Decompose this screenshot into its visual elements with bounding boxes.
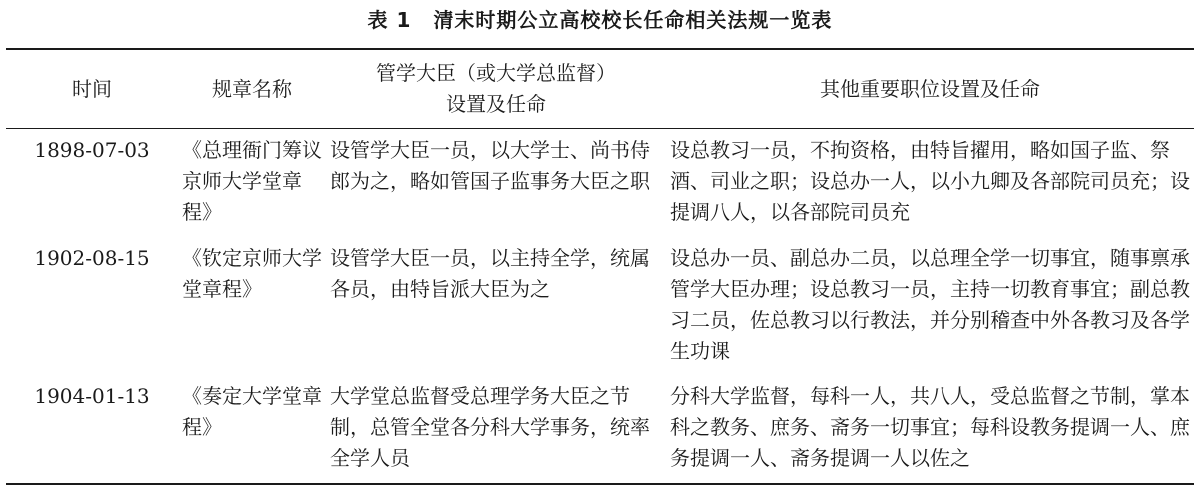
header-other: 其他重要职位设置及任命 <box>820 76 1040 101</box>
header-minister <box>326 49 666 129</box>
cell-other: 分科大学监督，每科一人，共八人，受总监督之节制，掌本科之教务、庶务、斋务一切事宜；每科设教务提调一人、庶务提调一人、斋务提调一人以佐之 <box>670 384 1190 470</box>
cell-time: 1902-08-15 <box>34 246 150 270</box>
cell-time: 1898-07-03 <box>34 138 150 162</box>
header-name: 规章名称 <box>212 76 292 101</box>
cell-other: 设总办一员、副总办二员，以总理全学一切事宜，随事禀承管学大臣办理；设总教习一员，主持一切教育事宜；副总教习二员，佐总教习以行教法，并分别稽查中外各教习及各学生功课 <box>670 246 1190 363</box>
header-time: 时间 <box>72 76 112 101</box>
cell-name: 《钦定京师大学堂章程》 <box>182 246 322 301</box>
table-row <box>6 129 1194 238</box>
regulations-table <box>6 48 1194 485</box>
header-minister-line2: 设置及任命 <box>446 92 546 116</box>
table-caption <box>0 6 1200 34</box>
table-row <box>6 237 1194 375</box>
table-row <box>6 375 1194 484</box>
table-title: 清末时期公立高校校长任命相关法规一览表 <box>433 8 833 32</box>
cell-name: 《奏定大学堂章程》 <box>182 384 322 439</box>
cell-name: 《总理衙门筹议京师大学堂章程》 <box>182 138 322 224</box>
header-minister-line1: 管学大臣（或大学总监督） <box>376 61 616 85</box>
cell-minister: 设管学大臣一员，以主持全学，统属各员，由特旨派大臣为之 <box>330 246 650 301</box>
table-number: 表 1 <box>367 8 412 32</box>
table-header-row <box>6 49 1194 129</box>
cell-time: 1904-01-13 <box>34 384 150 408</box>
cell-minister: 设管学大臣一员，以大学士、尚书侍郎为之，略如管国子监事务大臣之职 <box>330 138 650 193</box>
cell-other: 设总教习一员，不拘资格，由特旨擢用，略如国子监、祭酒、司业之职；设总办一人，以小九卿及各部院司员充；设提调八人，以各部院司员充 <box>670 138 1190 224</box>
cell-minister: 大学堂总监督受总理学务大臣之节制，总管全堂各分科大学事务，统率全学人员 <box>330 384 650 470</box>
